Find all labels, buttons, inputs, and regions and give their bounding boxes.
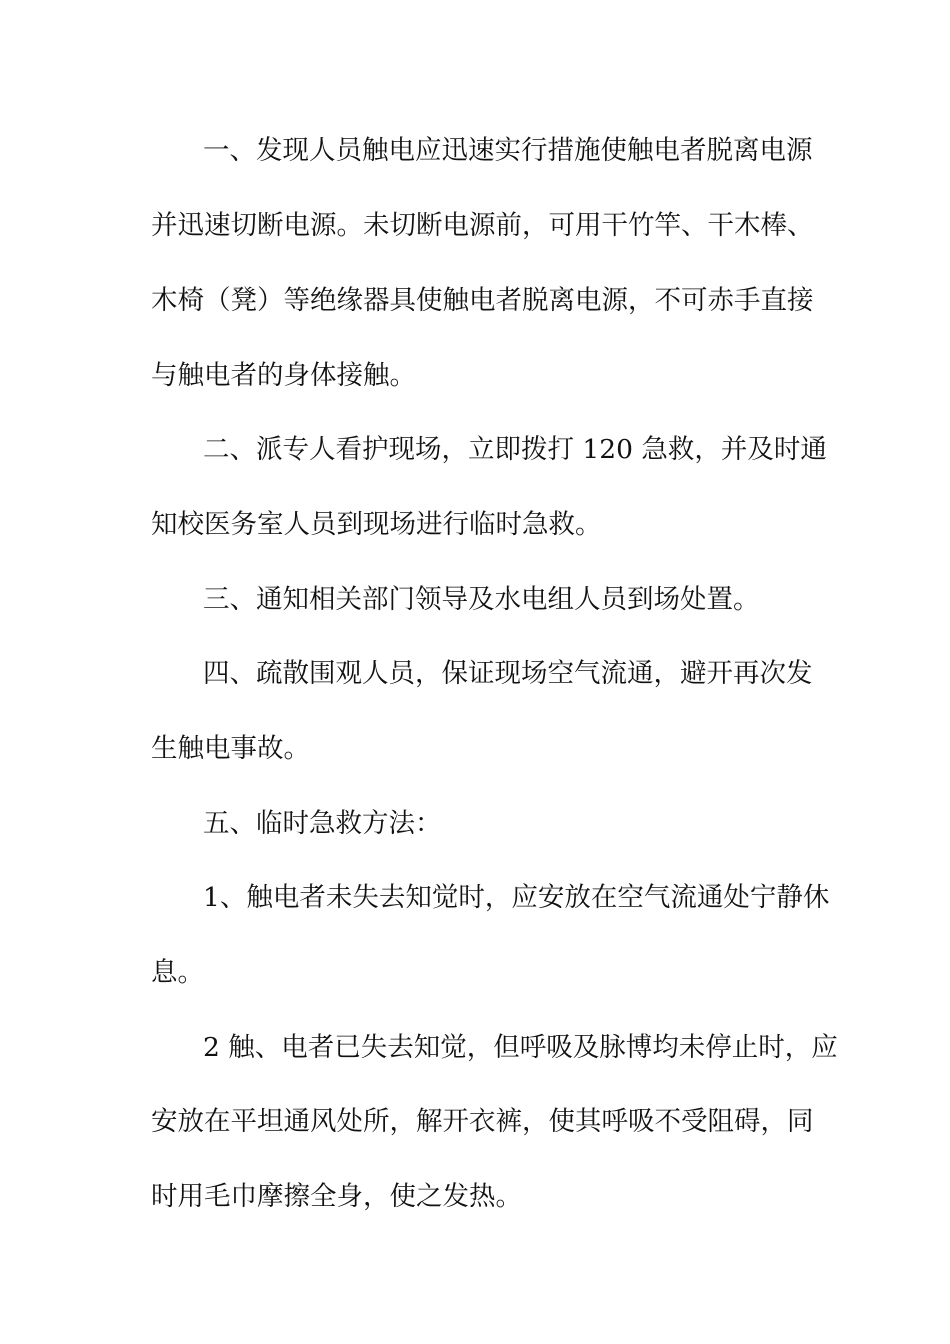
paragraph-5-line-1: 五、临时急救方法：: [203, 808, 442, 839]
paragraph-6-line-1: 1、触电者未失去知觉时，应安放在空气流通处宁静休: [203, 882, 830, 913]
paragraph-1-line-2: 并迅速切断电源。未切断电源前，可用干竹竿、干木棒、: [151, 210, 814, 241]
paragraph-7-line-1: 2 触、电者已失去知觉，但呼吸及脉博均未停止时，应: [203, 1032, 838, 1063]
paragraph-4-line-1: 四、疏散围观人员，保证现场空气流通，避开再次发: [203, 658, 813, 689]
paragraph-4-line-2: 生触电事故。: [151, 733, 310, 764]
paragraph-1-line-3: 木椅（凳）等绝缘器具使触电者脱离电源，不可赤手直接: [151, 285, 814, 316]
paragraph-6-line-2: 息。: [151, 957, 204, 988]
paragraph-3-line-1: 三、通知相关部门领导及水电组人员到场处置。: [203, 584, 760, 615]
paragraph-1-line-1: 一、发现人员触电应迅速实行措施使触电者脱离电源: [203, 135, 813, 166]
paragraph-2-line-1: 二、派专人看护现场，立即拨打 120 急救，并及时通: [203, 434, 827, 465]
paragraph-7-line-3: 时用毛巾摩擦全身，使之发热。: [151, 1181, 522, 1212]
paragraph-2-line-2: 知校医务室人员到现场进行临时急救。: [151, 509, 602, 540]
paragraph-1-line-4: 与触电者的身体接触。: [151, 360, 416, 391]
paragraph-7-line-2: 安放在平坦通风处所，解开衣裤，使其呼吸不受阻碍，同: [151, 1106, 814, 1137]
